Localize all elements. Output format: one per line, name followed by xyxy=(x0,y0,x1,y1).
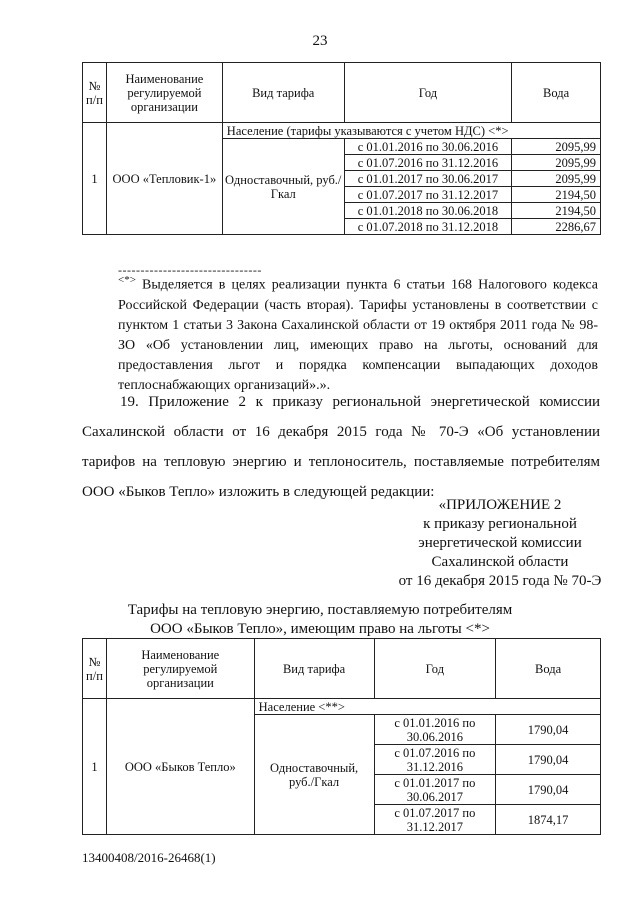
paragraph-19 xyxy=(82,387,600,507)
tariff-table-1 xyxy=(82,62,601,235)
value-cell: 1790,04 xyxy=(496,775,601,805)
value-cell: 2194,50 xyxy=(512,203,601,219)
consumer-group: Население (тарифы указываются с учетом НДС) <*> xyxy=(222,123,600,139)
period-cell: с 01.01.2017 по 30.06.2017 xyxy=(374,775,496,805)
consumer-group: Население <**> xyxy=(254,699,600,715)
organization-name: ООО «Тепловик-1» xyxy=(106,123,222,235)
value-cell: 2095,99 xyxy=(512,155,601,171)
paragraph-19-text: 19. Приложение 2 к приказу региональной энергетической комиссии Сахалинской области от 16 декабря 2015 года № 70-Э «Об установлении тарифов на тепловую энергию и теплоноситель, поставляемые потребителям ООО «Быков Тепло» изложить в следующей редакции: xyxy=(82,394,600,500)
footnote xyxy=(118,270,598,396)
appendix-line-3: энергетической комиссии xyxy=(418,535,582,551)
appendix-line-5: от 16 декабря 2015 года № 70-Э xyxy=(398,573,602,589)
period-cell: с 01.01.2016 по 30.06.2016 xyxy=(374,715,496,745)
header-year: Год xyxy=(344,63,512,123)
tariff-type: Одноставочный, руб./Гкал xyxy=(254,715,374,835)
value-cell: 2095,99 xyxy=(512,139,601,155)
period-cell: с 01.01.2016 по 30.06.2016 xyxy=(344,139,512,155)
tariff-table-2 xyxy=(82,638,601,835)
period-cell: с 01.01.2017 по 30.06.2017 xyxy=(344,171,512,187)
table-2-title-line-2: ООО «Быков Тепло», имеющим право на льготы <*> xyxy=(150,621,490,637)
value-cell: 1874,17 xyxy=(496,805,601,835)
header-water: Вода xyxy=(496,639,601,699)
period-cell: с 01.07.2016 по 31.12.2016 xyxy=(344,155,512,171)
appendix-line-4: Сахалинской области xyxy=(431,554,569,570)
header-num: № п/п xyxy=(83,639,107,699)
row-number: 1 xyxy=(83,123,107,235)
value-cell: 1790,04 xyxy=(496,715,601,745)
organization-name: ООО «Быков Тепло» xyxy=(106,699,254,835)
header-org: Наименование регулируемой организации xyxy=(106,63,222,123)
row-number: 1 xyxy=(83,699,107,835)
period-cell: с 01.07.2016 по 31.12.2016 xyxy=(374,745,496,775)
footnote-text: Выделяется в целях реализации пункта 6 статьи 168 Налогового кодекса Российской Федерации (часть вторая). Тарифы установлены в соответствии с пунктом 1 статьи 3 Закона Сахалинской области от 19 октября 2011 года № 98-ЗО «Об установлении лиц, имеющих право на льготы, оснований для предоставления льгот и порядка компенсации выпадающих доходов теплоснабжающих организаций».». xyxy=(118,277,599,393)
value-cell: 2194,50 xyxy=(512,187,601,203)
page-number: 23 xyxy=(312,33,328,49)
document-id: 13400408/2016-26468(1) xyxy=(82,850,216,865)
period-cell: с 01.07.2018 по 31.12.2018 xyxy=(344,219,512,235)
footnote-mark: <*> xyxy=(118,274,136,286)
header-tariff: Вид тарифа xyxy=(254,639,374,699)
table-2-title-line-1: Тарифы на тепловую энергию, поставляемую потребителям xyxy=(127,602,513,618)
period-cell: с 01.07.2017 по 31.12.2017 xyxy=(374,805,496,835)
appendix-line-2: к приказу региональной xyxy=(423,516,577,532)
value-cell: 2095,99 xyxy=(512,171,601,187)
table-2-title xyxy=(110,601,530,639)
appendix-header xyxy=(350,496,640,591)
header-tariff: Вид тарифа xyxy=(222,63,344,123)
period-cell: с 01.01.2018 по 30.06.2018 xyxy=(344,203,512,219)
header-year: Год xyxy=(374,639,496,699)
value-cell: 2286,67 xyxy=(512,219,601,235)
tariff-type: Одноставочный, руб./Гкал xyxy=(222,139,344,235)
appendix-line-1: «ПРИЛОЖЕНИЕ 2 xyxy=(438,497,562,513)
footnote-separator: -------------------------------- xyxy=(118,263,262,277)
value-cell: 1790,04 xyxy=(496,745,601,775)
header-org: Наименование регулируемой организации xyxy=(106,639,254,699)
period-cell: с 01.07.2017 по 31.12.2017 xyxy=(344,187,512,203)
header-num: № п/п xyxy=(83,63,107,123)
header-water: Вода xyxy=(512,63,601,123)
